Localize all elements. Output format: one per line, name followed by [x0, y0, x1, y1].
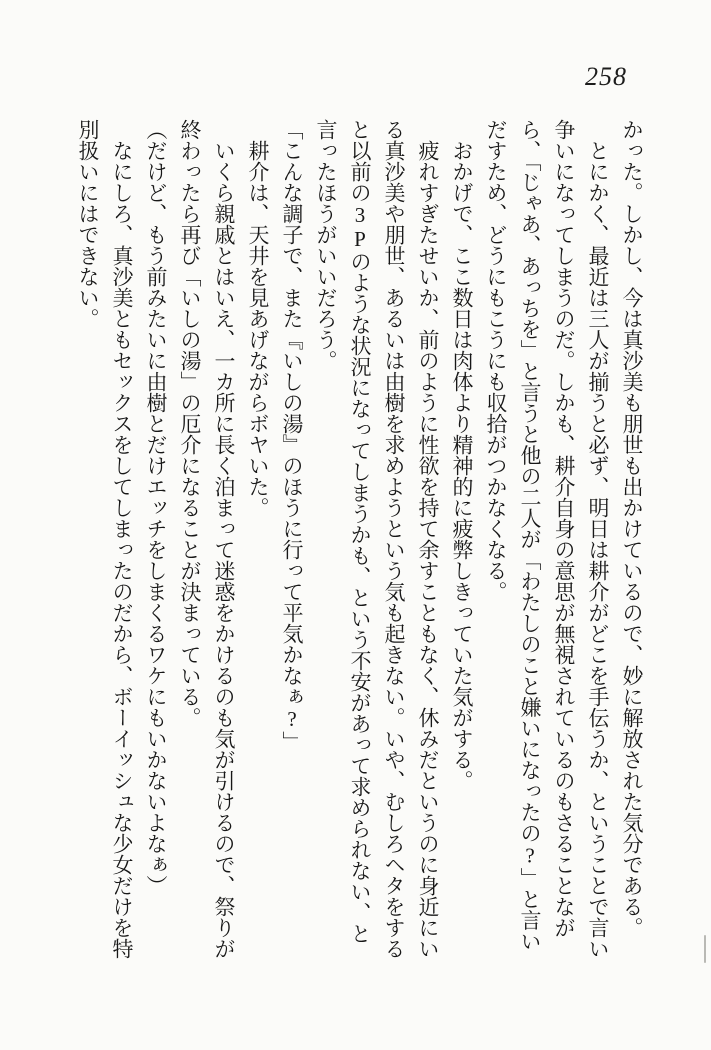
- paragraph: 疲れすぎたせいか、前のように性欲を持て余すこともなく、休みだというのに身近にいる真沙美や朋世、あるいは由樹を求めようという気も起きない。いや、むしろヘタをすると以前の3Pのような状況になってしまうかも、という不安があって求められない、と言ったほうがいいだろう。: [314, 119, 440, 959]
- paragraph: なにしろ、真沙美ともセックスをしてしまったのだから、ボーイッシュな少女だけを特別扱いにはできない。: [76, 119, 134, 959]
- paragraph: かった。しかし、今は真沙美も朋世も出かけているので、妙に解放された気分である。: [620, 119, 644, 938]
- paragraph: 「こんな調子で、また『いしの湯』のほうに行って平気かなぁ?」: [280, 119, 304, 752]
- page-number: 258: [585, 62, 627, 91]
- scan-artifact: [704, 935, 706, 963]
- paragraph: （だけど、もう前みたいに由樹とだけエッチをしまくるワケにもいかないよなぁ）: [144, 119, 168, 896]
- paragraph: おかげで、ここ数日は肉体より精神的に疲弊しきっていた気がする。: [450, 140, 474, 791]
- paragraph: いくら親戚とはいえ、一カ所に長く泊まって迷惑をかけるのも気が引けるので、祭りが終わったら再び「いしの湯」の厄介になることが決まっている。: [178, 119, 236, 959]
- paragraph: 耕介は、天井を見あげながらボヤいた。: [246, 140, 270, 518]
- text-body: [71, 119, 649, 961]
- paragraph: とにかく、最近は三人が揃うと必ず、明日は耕介がどこを手伝うか、ということで言い争いになってしまうのだ。しかも、耕介自身の意思が無視されているのもさることながら、「じゃあ、あっちを」と言うと他の二人が「わたしのこと嫌いになったの?」と言いだすため、どうにもこうにも収拾がつかなくなる。: [484, 119, 610, 959]
